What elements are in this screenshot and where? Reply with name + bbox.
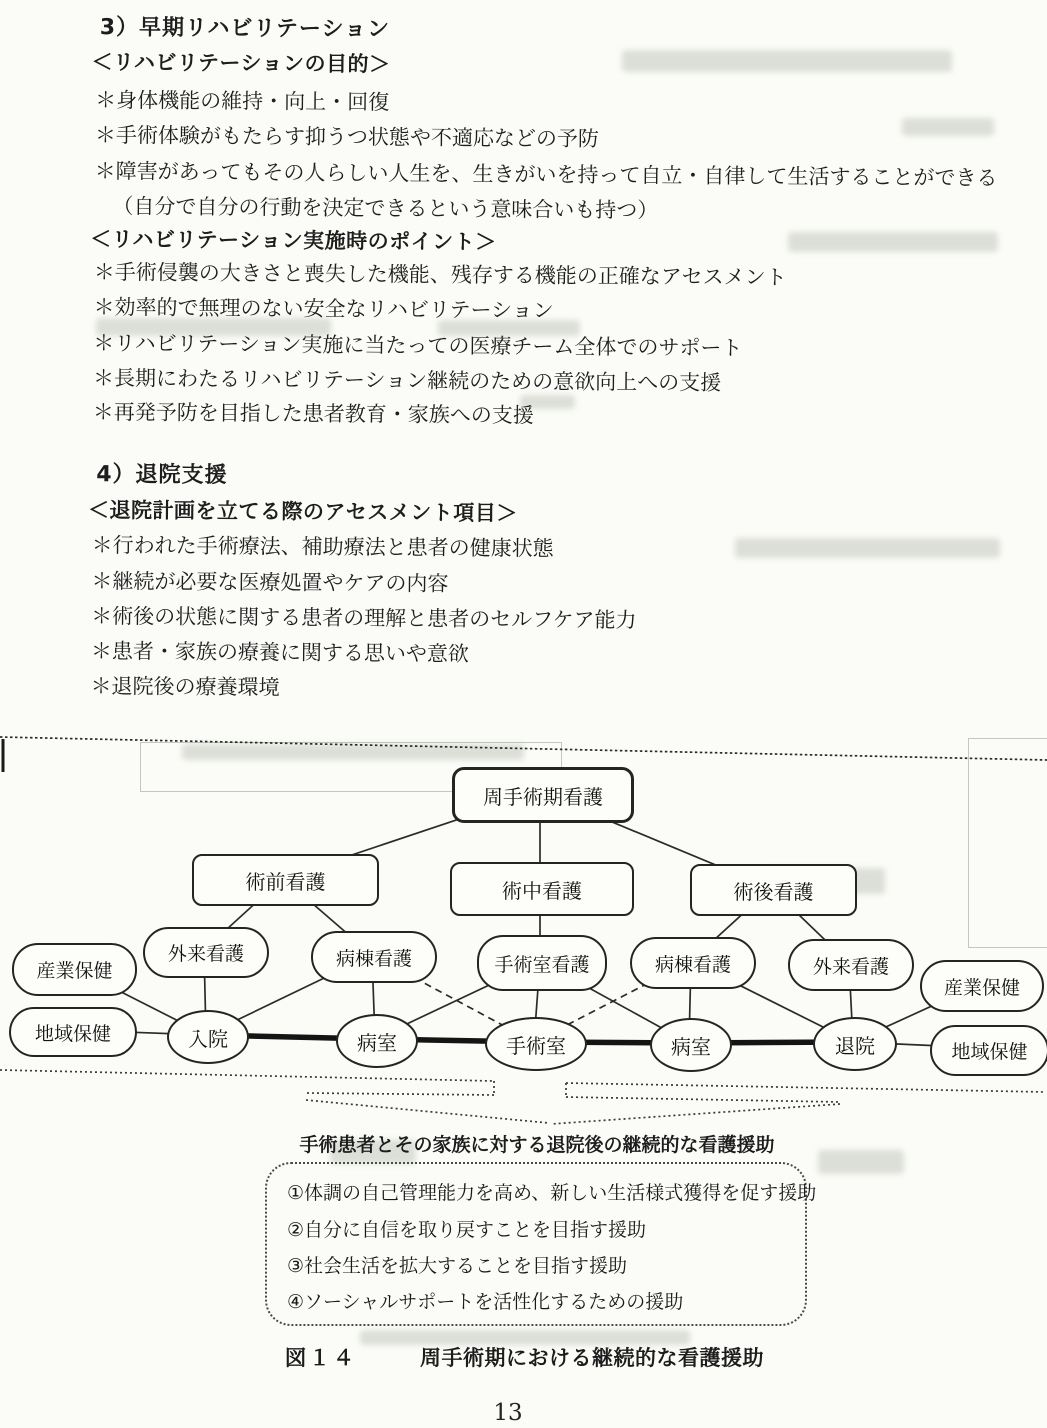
node-operating-room-nursing bbox=[477, 935, 607, 991]
bullet-item: ＊退院後の療養環境 bbox=[90, 674, 280, 700]
node-occupational-health-right bbox=[920, 960, 1044, 1012]
node-label: 術中看護 bbox=[502, 878, 582, 903]
node-community-health-right bbox=[930, 1025, 1047, 1076]
bullet-item: ＊長期にわたるリハビリテーション継続のための意欲向上への支援 bbox=[92, 366, 722, 395]
node-discharge bbox=[813, 1017, 897, 1071]
rehab-points-heading: ＜リハビリテーション実施時のポイント＞ bbox=[90, 227, 497, 255]
page-number: 13 bbox=[493, 1400, 523, 1426]
node-label: 術後看護 bbox=[733, 879, 814, 904]
node-preoperative-nursing bbox=[192, 854, 379, 906]
figure-title: 周手術期における継続的な看護援助 bbox=[420, 1346, 764, 1370]
assessment-heading: ＜退院計画を立てる際のアセスメント項目＞ bbox=[87, 498, 518, 526]
node-label: 病棟看護 bbox=[335, 947, 412, 970]
bullet-item: ＊手術体験がもたらす抑うつ状態や不適応などの予防 bbox=[94, 123, 600, 152]
node-intraoperative-nursing bbox=[450, 862, 634, 916]
node-operating-room bbox=[485, 1017, 587, 1071]
rehab-goal-heading: ＜リハビリテーションの目的＞ bbox=[91, 50, 391, 77]
node-label: 手術室看護 bbox=[494, 953, 590, 976]
bullet-item: ＊行われた手術療法、補助療法と患者の健康状態 bbox=[91, 533, 554, 561]
node-label: 手術室 bbox=[506, 1033, 566, 1058]
node-postoperative-nursing bbox=[690, 864, 857, 916]
node-label: 術前看護 bbox=[245, 869, 326, 894]
bullet-item: ＊リハビリテーション実施に当たっての医療チーム全体でのサポート bbox=[93, 331, 743, 361]
node-label: 産業保健 bbox=[943, 976, 1020, 999]
node-community-health-left bbox=[9, 1007, 137, 1057]
node-label: 地域保健 bbox=[34, 1022, 111, 1045]
down-arrow-outline bbox=[0, 1070, 1045, 1124]
node-label: 退院 bbox=[835, 1033, 875, 1058]
support-item: ②自分に自信を取り戻すことを目指す援助 bbox=[287, 1219, 647, 1241]
node-label: 病室 bbox=[671, 1034, 711, 1059]
node-perioperative-nursing bbox=[452, 767, 634, 823]
node-occupational-health-left bbox=[12, 943, 137, 996]
bullet-item: ＊術後の状態に関する患者の理解と患者のセルフケア能力 bbox=[91, 604, 637, 633]
node-label: 産業保健 bbox=[36, 960, 113, 982]
bullet-item: ＊障害があってもその人らしい人生を、生きがいを持って自立・自律して生活することができる bbox=[94, 159, 998, 191]
support-item: ④ソーシャルサポートを活性化するための援助 bbox=[287, 1291, 684, 1313]
node-ward-room-left bbox=[336, 1014, 418, 1068]
section-3-heading: 3）早期リハビリテーション bbox=[99, 15, 391, 43]
figure-number: 図１４ bbox=[285, 1346, 357, 1370]
bullet-item: ＊再発予防を目指した患者教育・家族への支援 bbox=[92, 400, 534, 428]
node-admission bbox=[167, 1010, 249, 1064]
bullet-item: ＊手術侵襲の大きさと喪失した機能、残存する機能の正確なアセスメント bbox=[93, 260, 787, 290]
node-ward-nursing-right bbox=[630, 937, 756, 989]
bullet-item: ＊身体機能の維持・向上・回復 bbox=[95, 88, 390, 115]
node-label: 病棟看護 bbox=[654, 953, 731, 976]
node-label: 病室 bbox=[357, 1030, 397, 1055]
bullet-item: ＊患者・家族の療養に関する思いや意欲 bbox=[90, 639, 469, 666]
node-outpatient-nursing-right bbox=[788, 939, 914, 991]
node-label: 周手術期看護 bbox=[483, 784, 603, 809]
support-item: ①体調の自己管理能力を高め、新しい生活様式獲得を促す援助 bbox=[287, 1182, 817, 1204]
bullet-item: ＊効率的で無理のない安全なリハビリテーション bbox=[93, 295, 554, 323]
node-ward-room-right bbox=[650, 1018, 732, 1072]
node-label: 外来看護 bbox=[167, 943, 244, 965]
bullet-item: ＊継続が必要な医療処置やケアの内容 bbox=[91, 569, 449, 596]
support-items-box bbox=[265, 1162, 817, 1326]
node-label: 地域保健 bbox=[951, 1041, 1028, 1063]
node-label: 入院 bbox=[188, 1026, 228, 1051]
section-4-heading: 4）退院支援 bbox=[96, 462, 228, 489]
node-ward-nursing-left bbox=[311, 931, 437, 983]
node-outpatient-nursing-left bbox=[143, 927, 269, 978]
support-item: ③社会生活を拡大することを目指す援助 bbox=[287, 1255, 628, 1277]
node-label: 外来看護 bbox=[812, 955, 889, 978]
bullet-item-note: （自分で自分の行動を決定できるという意味合いも持つ） bbox=[112, 194, 659, 223]
continuous-care-label: 手術患者とその家族に対する退院後の継続的な看護援助 bbox=[299, 1134, 775, 1156]
